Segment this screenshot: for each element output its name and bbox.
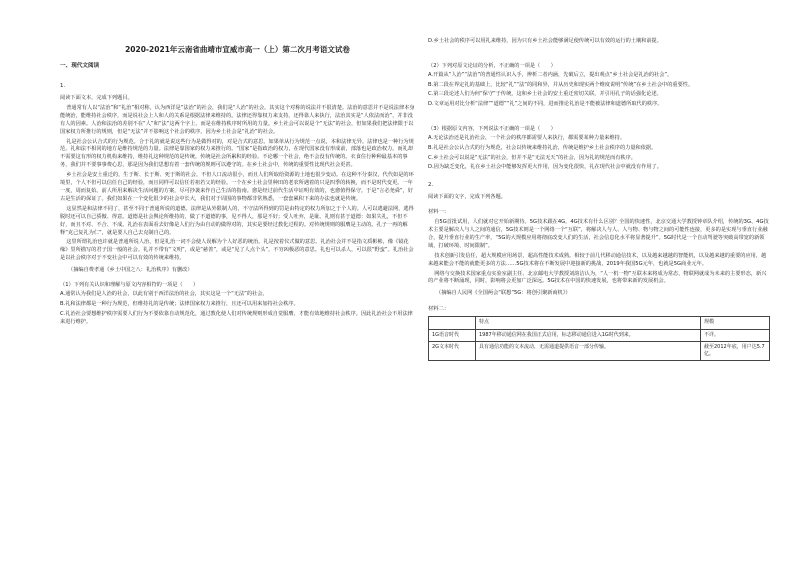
question-stem: （2）下列对原文论证的分析，不正确的一项是（ ）	[428, 62, 556, 69]
table-row	[429, 329, 770, 341]
table-header-cell: 规模	[701, 317, 770, 329]
table-cell: 不详。	[701, 329, 770, 341]
material-paragraph: 网络与交换技术国家重点实验室副主任、北京邮电大学教授刘韵洁认为，“人一机一物”互联本来将成为常态，物联网就成为未来的主要形态，新兴的产业将不断涌现，同时，影响将会更加广泛深远。5G技术在中国的快速发展，也将带来新的发展机会。	[428, 270, 767, 285]
exam-title: 2020-2021年云南省曲靖市宣威市高一（上）第二次月考语文试卷	[125, 45, 350, 54]
answer-option: C.乡土社会可以说是“无法”的社会，但并不是“无法无天”的社会，因为礼的规范而有秩序。	[428, 154, 636, 161]
reading-instruction: 阅读下面文本，完成下列题目。	[60, 95, 133, 101]
passage-paragraph: 这显然是和法律不同了，甚至不同于普通所说的道德。法律是从外限制人的，不守法所得到的罚是由特定的权力所加之于个人的。人可以逃避法网，逃得脱时还可以自己骄傲、得意。道德是社会舆论所维持的，做了不道德的事，见不得人，那是不好；受人吐弃，是耻。礼则有甚于道德：如果失礼，不但不好，而且不对、不合、不成。礼治在表面看去好像是人们行为由自动的做得对的，其实是要经过教化过程的。对传统规则的服膺是主动的。孔子一再的解释“克己复礼为仁”，就是要人自己去克制自己的。	[60, 205, 414, 236]
question-stem: （1）下列有关认识和理解与原文内容相符的一项是（ ）	[60, 282, 199, 289]
passage-source: （摘编自费孝通《乡土中国之八：礼治秩序》有删改）	[68, 267, 193, 274]
table-cell: 1987年移动通信网在我国正式启用，标志移动通信进入1G时代到来。	[476, 329, 701, 341]
material-label: 材料二：	[428, 306, 450, 313]
material-paragraph: 技术创新引发信任，超大规模应用场景，超高性能技术成熟。相较于前几代移动通信技术，以及越来越越的智能机，以及越来越的重要的应用，越来越来能会不能的就能更多的方法……5G技术将在不断发展中迎接新的挑战，2019年我国5G元年，也就是5G商业元年。	[428, 252, 767, 267]
answer-option: B.第二段在界定礼的基础上，比较“礼”“法”的同和异，并从历史和现实两个维度说明“传统”在乡土社会中的重要性。	[428, 81, 694, 88]
right-column	[428, 38, 770, 361]
answer-option: A.通常认为我们是人治的社会，以此有别于西洋法治的社会，其实这是一个“无法”的社会。	[60, 291, 268, 298]
answer-option: C.礼治社会要想维护秩序需要人们行为不要依靠自动规范化，通过教化使人们对传统规则形成自觉服膺，才能有效地维持社会秩序。因此礼治社会不用法律来进行维护。	[60, 310, 413, 325]
answer-option: C.第三段论述人们为何“保守”于传统，这和乡土社会的安土重迁密切关联，并引用孔子的话强化论述。	[428, 91, 662, 98]
material-paragraph: 自5G首批试用，人们就对它开始新期待。5G技术跟在4G，4G技术有什么区别？全国的快速性，北京交通大学教授钟章队介绍，传统的3G、4G技术主要是解决人与人之间的通信，5G技术则是一个网络一个“互联”，将解决人与人、人与物、物与物之间的可能性连接，更多的是实现与垂直行业融合，提升垂直行业的生产率，“5G的大规模应用将彻底改变人们的生活，社会信息化水平将显著提升”。5G时代是一个自动驾驶等突破高带宽的新领域，打破环境、时间限制”。	[428, 219, 769, 249]
table-header-cell	[429, 317, 476, 329]
passage-paragraph: 乡土社会是安土重迁的，生于斯、长于斯、死于斯的社会。不但人口流动很小，而且人们所取给资源的土地也很少变动。在这种不分秦汉，代代如是的环境里，个人不但可以信任自己的经验，而且同样可以信任若祖若父的经验。一个在乡土社会里种田的老农所遇着的只是四季的转换，而不是时代变更。一年一度，周而复始。前人所用来解决生活问题的方案，尽可抄袭来作自己生活的指南。愈是经过前代生活中证明有效的，也愈值得保守。于是“言必尧舜”，好古是生活的保证了。我们如果在一个变化很少的社会中长大，我们对于周围的事物都非常熟悉，一套套累积下来的办法也就是传统。	[60, 172, 414, 202]
answer-option: D.乡土社会的秩序可以用礼来维持，因为只有乡土社会能够满足使传统可以有效的运行的土壤和前提。	[428, 38, 662, 44]
section-heading: 一、现代文阅读	[60, 63, 100, 69]
passage-paragraph: 礼是社会公认合式的行为规范。合于礼的就是说这些行为是做得对的，对是合式的意思。如果单从行为规范一点说，本和法律无异。法律也是一种行为规范。礼和法不相同的地方是维持规范的力量。法律是靠国家的权力来推行的。“国家”是指政治的权力，在现代国家没有形成前，部落也是政治权力。而礼却不需要这有形的权力机构来维持，维持礼这种规范的是传统。传统是社会所累积的经验。不论哪一个社会，绝不会没有传统的。衣食住行种种最基本的事务，我们并不要事事费心思，那是因为我们思想有着一套传统的规则可以遵守的。在乡土社会中，传统的重要性比现代社会更甚。	[60, 138, 414, 169]
answer-option: D.因为缺乏变化，礼在乡土社会中能够发挥更大作用，因为变化很快，礼在现代社会中就没有作用了。	[428, 164, 662, 171]
material-source: （摘编自人民网《全国两会“联想”5G：将创引聚新商机》）	[436, 290, 571, 297]
question-stem: （3）根据原文内容，下列说法不正确的一项是（ ）	[428, 125, 556, 132]
answer-option: D.文章运用对比分析“法律”“道德”“礼”之间的不同，进而推论礼治是不能被法律和道德所取代的秩序。	[428, 101, 663, 108]
left-column	[60, 30, 415, 328]
table-cell: 截至2012年底，用户达5.7亿。	[701, 341, 770, 361]
passage-paragraph: 普通常有人以“法治”和“礼治”相对称，认为西洋是“法治”的社会，我们是“人治”的社会。其实这个对称的说法并不很清楚。法治的意思并不是说法律本身能统治，能维持社会秩序，而是说社会上人和人的关系是根据法律来维持的。法律还得靠权力来支持，还得靠人来执行，法治其实是“人依法而治”，并非没有人的因素。人治和法治的差别不在“人”和“法”这两个字上，而是在维持秩序时所用的力量。乡土社会可以说是个“无法”的社会，但如果我们把法律限于以国家权力所推行的规则，但是“无法”并不影响这个社会的秩序，因为乡土社会是“礼治”的社会。	[60, 104, 415, 135]
answer-option: A.开篇从“人治”“法治”的普通性认识入手，辨析二者内涵，先破后立，提出观点“乡土社会是礼治的社会”。	[428, 71, 673, 78]
material-label: 材料一：	[428, 209, 450, 216]
answer-option: A.无论法治还是礼治社会，一个社会的秩序都需要人来执行，都需要某种力量来维持。	[428, 134, 626, 141]
answer-option: B.礼是社会公认合式的行为规范，社会以传统来维持礼治，传统是维护乡土社会秩序的力量和依据。	[428, 144, 657, 151]
question-number: 1.	[60, 83, 66, 89]
answer-option: B.礼和法律都是一种行为规范，但维持礼的是传统；法律国家权力来推行，且还可以用来加持社会秩序。	[60, 300, 299, 307]
table-header-row	[429, 317, 770, 329]
table-cell: 2G文本时代	[429, 341, 476, 361]
table-row	[429, 341, 770, 361]
reading-instruction: 阅读下面的文字，完成下列各题。	[428, 194, 506, 201]
table-cell: 1G语音时代	[429, 329, 476, 341]
passage-paragraph: 这里所谓礼治也许就是普通所说人治，但是礼治一词不会使人误解为个人好恶的统治。礼是按着仪式做的意思。礼治社会并不是指文质彬彬，像《镜花缘》里所描写的君子国一般的社会。礼并不带有“文明”，或是“慈善”，或是“见了人点个头”，不穷凶极恶的意思。礼也可以杀人，可以很“野蛮”。礼治社会是以社会秩序对于不变社会中可以有效的传统来维持。	[60, 239, 414, 262]
comparison-table	[428, 316, 770, 361]
table-header-cell: 特点	[476, 317, 701, 329]
table-cell: 具有通信功能的文本流动，无需通道提供语音一部分传输。	[476, 341, 701, 361]
question-number: 2.	[428, 182, 434, 189]
